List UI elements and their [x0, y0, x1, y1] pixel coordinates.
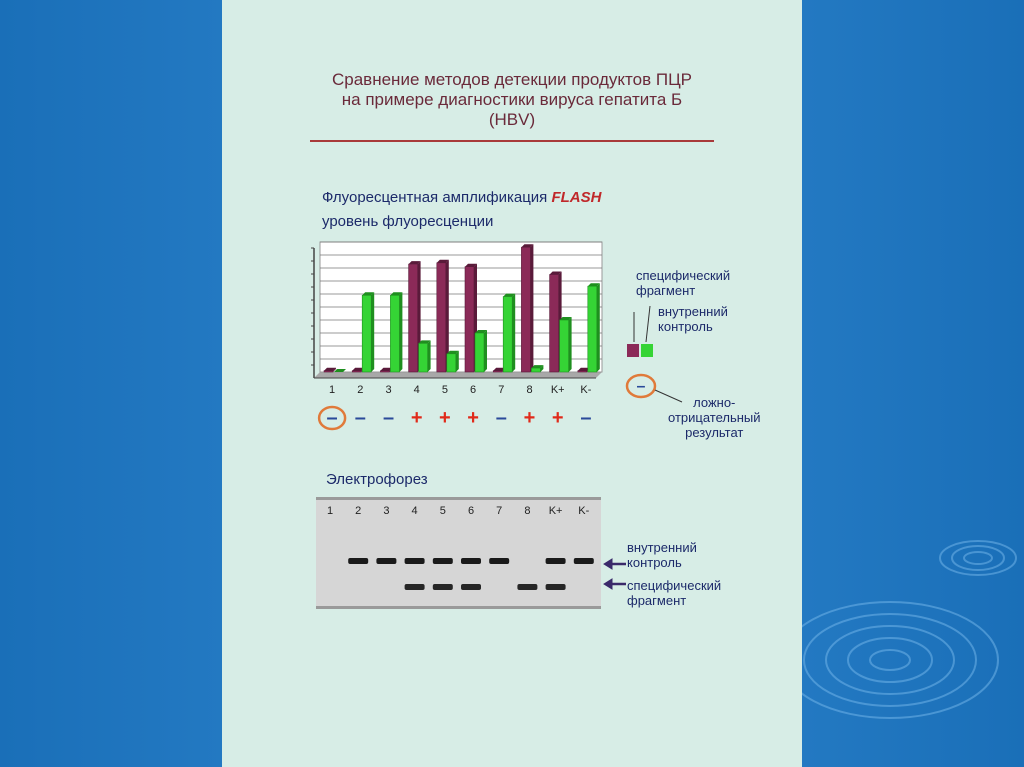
bar-internal [475, 333, 484, 372]
gel-lane-label: 8 [524, 505, 531, 517]
x-tick-label: 6 [470, 384, 477, 396]
gel-top-edge [316, 497, 601, 500]
bar-internal [503, 297, 512, 372]
bar-internal [560, 320, 569, 372]
gel-lane-label: 1 [326, 505, 334, 517]
bar-internal-side [371, 292, 374, 372]
arrow-upper-icon [604, 559, 612, 569]
gel-label-specific-line-2: фрагмент [627, 593, 687, 608]
gel-band-internal [348, 558, 368, 564]
bar-specific [550, 275, 559, 373]
gel-band-internal [461, 558, 481, 564]
gel-band-internal [574, 558, 594, 564]
bar-specific [521, 247, 530, 372]
bar-internal-side [428, 340, 431, 372]
legend-swatches [622, 290, 672, 360]
gel-label-internal-line-2: контроль [627, 555, 682, 570]
gel-band-specific [433, 584, 453, 590]
slide [222, 0, 802, 767]
fluorescence-heading-text: Флуоресцентная амплификация [322, 189, 548, 206]
result-mark: – [495, 407, 507, 429]
bar-internal-side [456, 351, 459, 372]
bar-specific [380, 371, 389, 372]
legend-specific-line-2: фрагмент [636, 283, 696, 298]
flash-label: FLASH [551, 189, 602, 206]
legend-specific-swatch [627, 344, 639, 357]
legend-internal-line-1: внутренний [658, 304, 728, 319]
x-tick-label: 1 [329, 384, 336, 396]
gel-lane-label: 6 [467, 505, 475, 517]
gel-band-specific [405, 584, 425, 590]
gel-lane-label: K- [578, 505, 590, 517]
result-mark: + [523, 407, 536, 429]
false-negative-line-2: отрицательный [668, 410, 761, 425]
result-mark: + [467, 407, 479, 429]
bar-specific-side [530, 244, 533, 372]
title-line-3: (HBV) [488, 110, 536, 129]
legend-internal-swatch [641, 344, 653, 357]
x-tick-label: K+ [550, 384, 565, 396]
bar-internal [362, 295, 371, 372]
bar-internal [447, 354, 456, 372]
bar-specific [465, 267, 474, 372]
false-negative-line-1: ложно- [693, 395, 736, 410]
gel-band-specific [546, 584, 566, 590]
chart-ylabel: уровень флуоресценции [322, 213, 494, 230]
gel-band-internal [376, 558, 396, 564]
gel-label-internal [627, 540, 697, 570]
gel-heading: Электрофорез [326, 471, 428, 488]
gel-lane-label: 2 [355, 505, 362, 517]
bar-internal-side [512, 294, 515, 372]
x-tick-label: 3 [385, 384, 392, 396]
result-mark: – [382, 407, 395, 429]
gel-lane-label: 5 [439, 505, 446, 517]
legend-internal-line-2: контроль [658, 319, 713, 334]
gel-band-specific [461, 584, 481, 590]
result-mark: + [439, 407, 451, 429]
arrow-lower-icon [604, 579, 612, 589]
result-mark: + [551, 407, 564, 429]
chart-floor [314, 372, 602, 378]
x-tick-label: 8 [526, 384, 533, 396]
x-tick-label: 4 [413, 384, 420, 396]
bar-specific [324, 371, 333, 372]
ripple-decoration [800, 520, 1024, 767]
gel-label-internal-line-1: внутренний [627, 540, 697, 555]
bar-specific [493, 371, 502, 372]
bar-internal-side [399, 292, 402, 372]
gel-lane-label: K+ [548, 505, 563, 517]
gel-band-specific [517, 584, 537, 590]
title-line-1: Сравнение методов детекции продуктов ПЦР [332, 70, 692, 89]
fluorescence-heading [322, 189, 601, 206]
gel-lane-label: 7 [496, 505, 503, 517]
gel-lane-label: 4 [411, 505, 418, 517]
title-divider [310, 140, 714, 142]
gel-band-internal [489, 558, 509, 564]
bar-internal-side [597, 283, 600, 372]
result-mark: – [580, 407, 592, 429]
x-tick-label: 2 [357, 384, 364, 396]
bar-specific [352, 371, 361, 372]
gel-lane-label: 3 [383, 505, 390, 517]
fluorescence-bar-chart [222, 232, 622, 442]
result-mark: – [326, 407, 338, 429]
gel-band-internal [405, 558, 425, 564]
x-tick-label: K- [580, 384, 592, 396]
x-tick-label: 5 [441, 384, 448, 396]
false-negative-line-3: результат [685, 425, 744, 440]
gel-band-internal [433, 558, 453, 564]
bar-specific [437, 263, 446, 372]
bar-internal-side [484, 330, 487, 372]
electrophoresis-gel [316, 497, 601, 609]
gel-label-specific [627, 578, 721, 608]
bar-internal [390, 295, 399, 372]
bar-internal [419, 343, 428, 372]
x-tick-label: 7 [498, 384, 505, 396]
slide-title [222, 70, 802, 130]
result-mark: + [410, 407, 423, 429]
gel-band-internal [546, 558, 566, 564]
legend-specific-line-1: специфический [636, 268, 731, 283]
bar-internal-side [569, 317, 572, 372]
gel-bottom-edge [316, 606, 601, 609]
gel-label-specific-line-1: специфический [627, 578, 722, 593]
false-negative-minus: – [636, 378, 646, 395]
bar-internal [588, 286, 597, 372]
false-negative-label [668, 395, 761, 440]
result-mark: – [354, 407, 366, 429]
bar-specific [578, 371, 587, 372]
bar-internal [531, 368, 540, 372]
title-line-2: на примере диагностики вируса гепатита Б [341, 90, 683, 109]
bar-specific [409, 264, 418, 372]
